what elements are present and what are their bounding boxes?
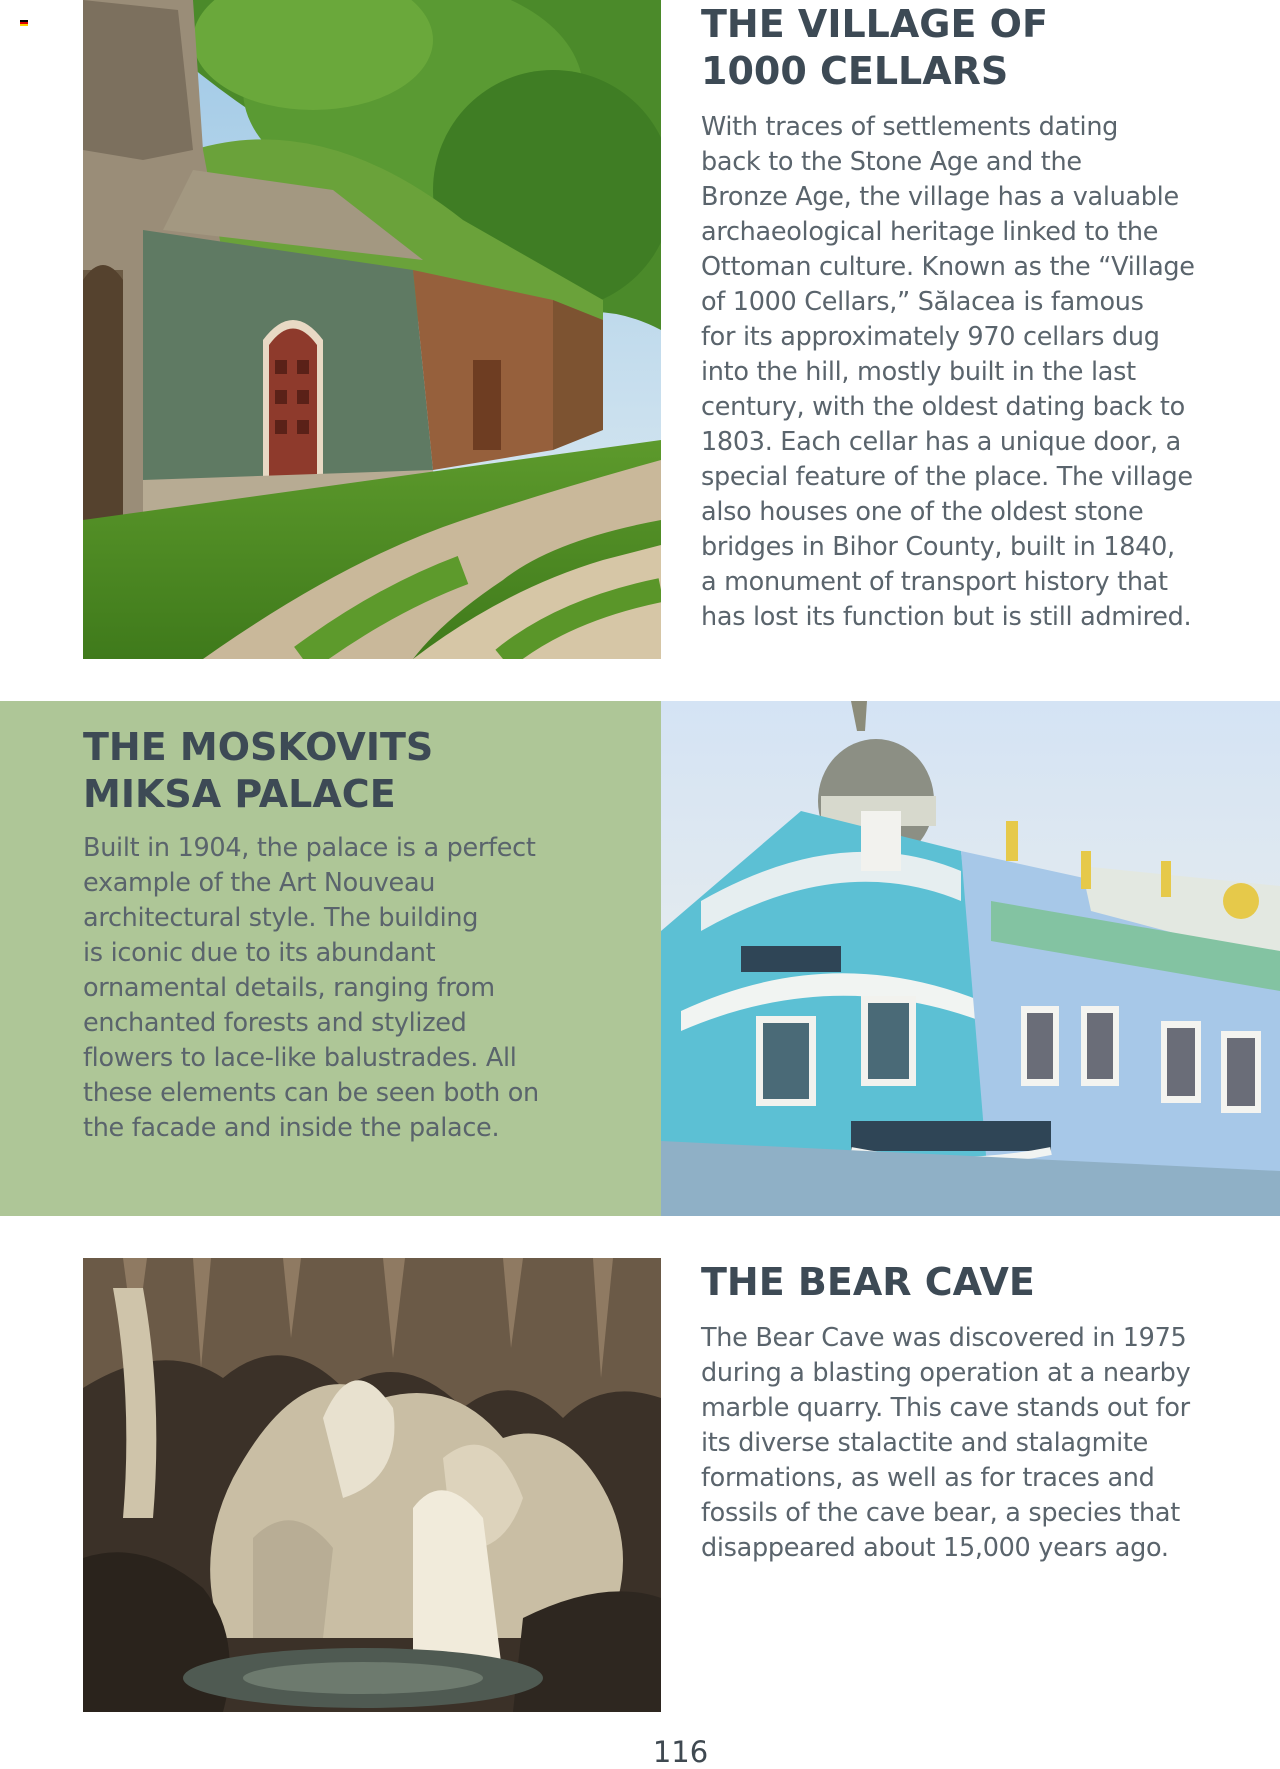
body-line: back to the Stone Age and the [701, 147, 1082, 177]
section-heading-palace [83, 724, 433, 818]
body-line: of 1000 Cellars,” Sălacea is famous [701, 287, 1144, 317]
section-body-palace [83, 831, 539, 1146]
body-line: example of the Art Nouveau [83, 868, 436, 898]
body-line: century, with the oldest dating back to [701, 392, 1185, 422]
body-line: into the hill, mostly built in the last [701, 357, 1136, 387]
body-line: 1803. Each cellar has a unique door, a [701, 427, 1181, 457]
heading-line: THE MOSKOVITS [83, 725, 434, 769]
body-line: its diverse stalactite and stalagmite [701, 1428, 1149, 1458]
body-line: The Bear Cave was discovered in 1975 [701, 1323, 1187, 1353]
body-line: ornamental details, ranging from [83, 973, 495, 1003]
body-line: for its approximately 970 cellars dug [701, 322, 1160, 352]
body-line: Built in 1904, the palace is a perfect [83, 833, 536, 863]
body-line: has lost its function but is still admired. [701, 602, 1192, 632]
section-body-cellars [701, 110, 1195, 635]
body-line: the facade and inside the palace. [83, 1113, 500, 1143]
heading-line: THE VILLAGE OF [701, 2, 1048, 46]
body-line: special feature of the place. The village [701, 462, 1193, 492]
body-line: flowers to lace-like balustrades. All [83, 1043, 517, 1073]
body-line: architectural style. The building [83, 903, 479, 933]
heading-line: MIKSA PALACE [83, 772, 396, 816]
section-body-cave [701, 1321, 1190, 1566]
cave-photo [83, 1258, 661, 1712]
flag-icon [20, 20, 28, 26]
body-line: disappeared about 15,000 years ago. [701, 1533, 1169, 1563]
heading-line: THE BEAR CAVE [701, 1260, 1035, 1304]
body-line: during a blasting operation at a nearby [701, 1358, 1191, 1388]
body-line: enchanted forests and stylized [83, 1008, 467, 1038]
section-heading-cellars [701, 1, 1048, 95]
section-heading-cave [701, 1259, 1035, 1306]
body-line: Bronze Age, the village has a valuable [701, 182, 1179, 212]
body-line: formations, as well as for traces and [701, 1463, 1155, 1493]
body-line: a monument of transport history that [701, 567, 1168, 597]
body-line: bridges in Bihor County, built in 1840, [701, 532, 1175, 562]
cellars-photo [83, 0, 661, 659]
page-number: 116 [652, 1735, 709, 1769]
body-line: also houses one of the oldest stone [701, 497, 1144, 527]
body-line: With traces of settlements dating [701, 112, 1119, 142]
body-line: is iconic due to its abundant [83, 938, 436, 968]
body-line: fossils of the cave bear, a species that [701, 1498, 1180, 1528]
heading-line: 1000 CELLARS [701, 49, 1009, 93]
body-line: Ottoman culture. Known as the “Village [701, 252, 1195, 282]
palace-photo [661, 701, 1280, 1216]
body-line: these elements can be seen both on [83, 1078, 539, 1108]
body-line: marble quarry. This cave stands out for [701, 1393, 1190, 1423]
body-line: archaeological heritage linked to the [701, 217, 1159, 247]
